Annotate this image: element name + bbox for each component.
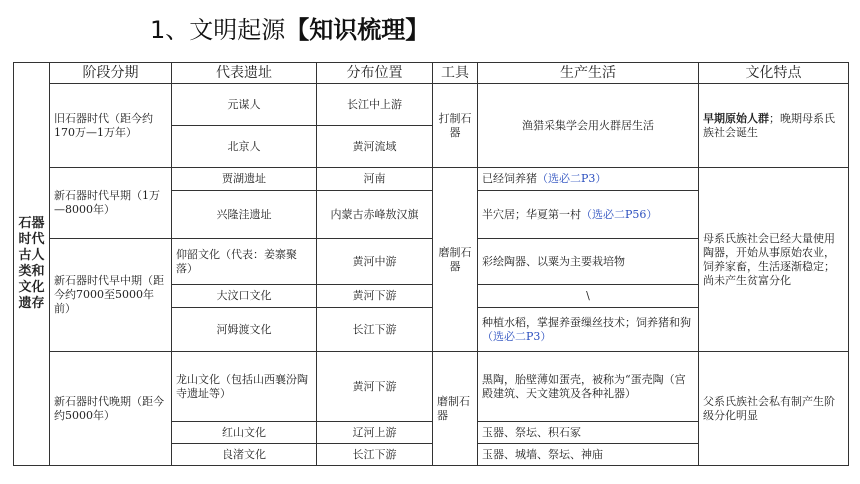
knowledge-table: [13, 62, 849, 466]
textbook-ref: （选必二P56）: [581, 207, 658, 221]
life-cell: \: [478, 285, 699, 308]
culture-text: ；晚期母系氏族社会诞生: [703, 111, 835, 139]
location-cell: 长江中上游: [317, 84, 433, 126]
tool-cell: 打制石器: [433, 84, 478, 168]
life-text: 已经饲养猪: [482, 172, 537, 185]
location-cell: 长江下游: [317, 308, 433, 352]
location-cell: 黄河流域: [317, 126, 433, 168]
life-cell: 玉器、祭坛、积石冢: [478, 422, 699, 444]
location-cell: 黄河下游: [317, 352, 433, 422]
header-culture: 文化特点: [699, 63, 849, 84]
page-title: [150, 12, 429, 48]
location-cell: 辽河上游: [317, 422, 433, 444]
header-life: 生产生活: [478, 63, 699, 84]
stage-cell: 新石器时代早中期（距今约7000至5000年前）: [50, 239, 172, 352]
title-text: 文明起源: [189, 16, 286, 44]
header-row: [14, 63, 849, 84]
life-cell: 玉器、城墙、祭坛、神庙: [478, 444, 699, 466]
stage-cell: 旧石器时代（距今约170万—1万年）: [50, 84, 172, 168]
site-cell: 元谋人: [172, 84, 317, 126]
side-label: 石器时代古人类和文化遗存: [14, 63, 50, 466]
title-number: 1、: [150, 16, 190, 44]
culture-cell: [699, 84, 849, 168]
table-row: [14, 352, 849, 422]
textbook-ref: （选必二P3）: [537, 172, 607, 185]
stage-cell: 新石器时代早期（1万—8000年）: [50, 168, 172, 239]
life-cell: 黑陶，胎壁薄如蛋壳，被称为“蛋壳陶（宫殿建筑、天文建筑及各种礼器）: [478, 352, 699, 422]
stage-cell: 新石器时代晚期（距今约5000年）: [50, 352, 172, 466]
life-text: 半穴居；华夏第一村: [482, 207, 581, 221]
textbook-ref: （选必二P3）: [482, 329, 552, 343]
culture-cell: 母系氏族社会已经大量使用陶器，开始从事原始农业，饲养家畜，生活逐渐稳定；尚未产生贫富分化: [699, 168, 849, 352]
site-cell: 兴隆洼遗址: [172, 191, 317, 239]
life-text: 种植水稻，掌握养蚕缫丝技术；饲养猪和狗: [482, 315, 691, 329]
culture-bold-text: 早期原始人群: [703, 111, 769, 125]
table-row: [14, 84, 849, 126]
site-cell: 良渚文化: [172, 444, 317, 466]
life-cell: 渔猎采集学会用火群居生活: [478, 84, 699, 168]
site-cell: 大汶口文化: [172, 285, 317, 308]
life-cell: [478, 168, 699, 191]
location-cell: 黄河中游: [317, 239, 433, 285]
tool-cell: 磨制石器: [433, 352, 478, 466]
site-cell: 北京人: [172, 126, 317, 168]
site-cell: 贾湖遗址: [172, 168, 317, 191]
site-cell: 仰韶文化（代表：姜寨聚落）: [172, 239, 317, 285]
header-location: 分布位置: [317, 63, 433, 84]
life-cell: 彩绘陶器、以粟为主要栽培物: [478, 239, 699, 285]
location-cell: 内蒙古赤峰敖汉旗: [317, 191, 433, 239]
tool-cell: 磨制石器: [433, 168, 478, 352]
life-cell: [478, 191, 699, 239]
location-cell: 河南: [317, 168, 433, 191]
life-cell: [478, 308, 699, 352]
header-tool: 工具: [433, 63, 478, 84]
culture-cell: 父系氏族社会私有制产生阶级分化明显: [699, 352, 849, 466]
title-bracket: 【知识梳理】: [285, 16, 430, 44]
site-cell: 河姆渡文化: [172, 308, 317, 352]
site-cell: 红山文化: [172, 422, 317, 444]
table-row: [14, 168, 849, 191]
header-stage: 阶段分期: [50, 63, 172, 84]
location-cell: 长江下游: [317, 444, 433, 466]
header-site: 代表遗址: [172, 63, 317, 84]
location-cell: 黄河下游: [317, 285, 433, 308]
site-cell: 龙山文化（包括山西襄汾陶寺遗址等）: [172, 352, 317, 422]
